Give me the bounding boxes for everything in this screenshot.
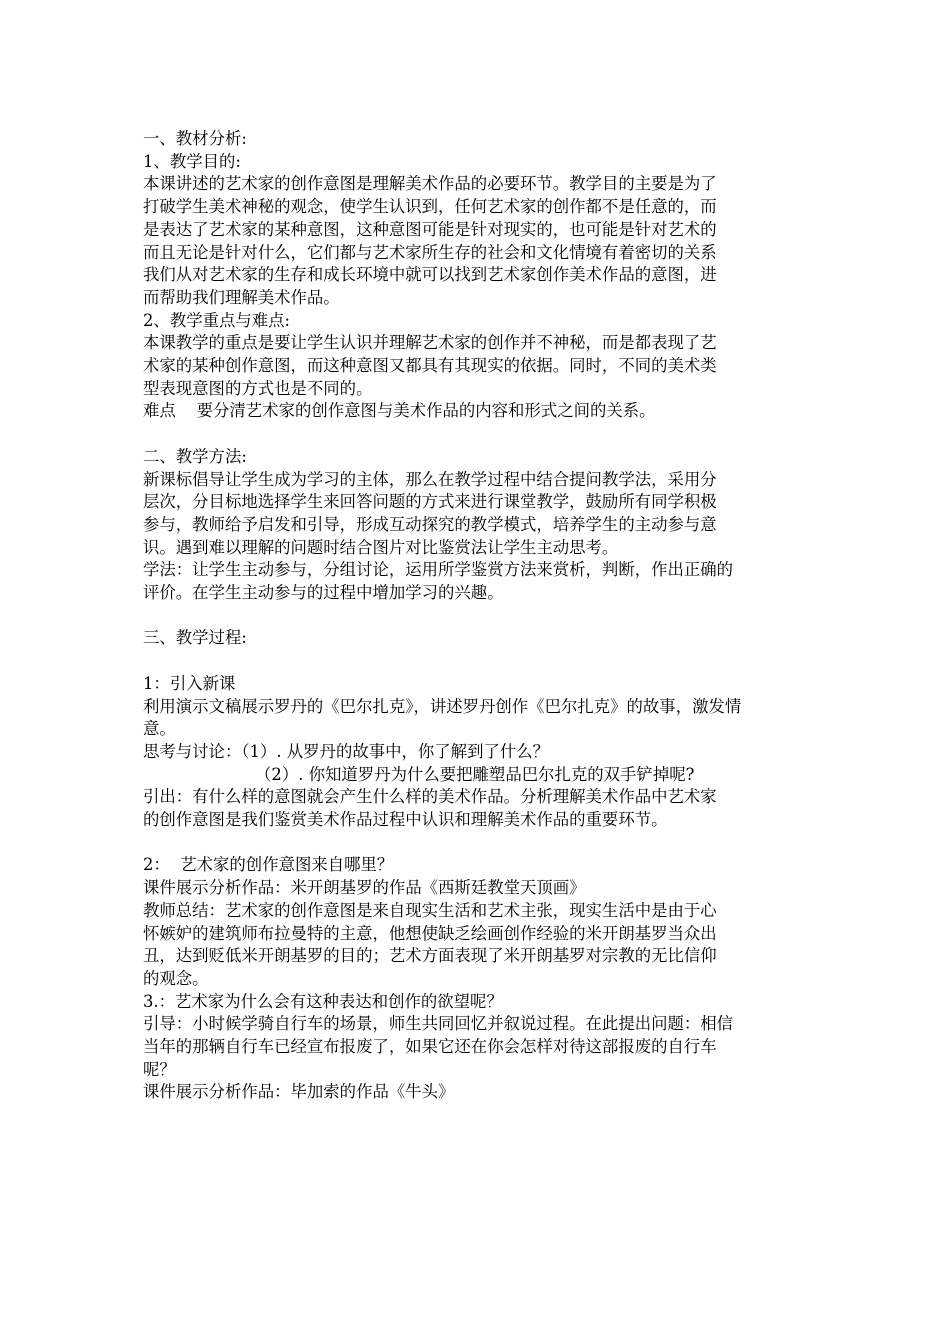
subheading-intro: 1：引入新课 <box>143 673 236 693</box>
paragraph-line: 层次，分目标地选择学生来回答问题的方式来进行课堂教学，鼓励所有同学积极 <box>143 492 717 512</box>
paragraph-line: 打破学生美术神秘的观念，使学生认识到，任何艺术家的创作都不是任意的，而 <box>143 197 717 217</box>
subheading-expression-desire: 3.：艺术家为什么会有这种表达和创作的欲望呢？ <box>143 991 503 1011</box>
paragraph-line: 呢？ <box>143 1059 176 1079</box>
section-heading-2: 二、教学方法: <box>143 446 247 466</box>
subheading-key-points: 2、教学重点与难点: <box>143 310 291 330</box>
paragraph-line: 是表达了艺术家的某种意图，这种意图可能是针对现实的，也可能是针对艺术的 <box>143 219 717 239</box>
paragraph-line: 本课讲述的艺术家的创作意图是理解美术作品的必要环节。教学目的主要是为了 <box>143 174 717 194</box>
section-heading-1: 一、教材分析: <box>143 129 247 148</box>
paragraph-line: 难点 要分清艺术家的创作意图与美术作品的内容和形式之间的关系。 <box>143 401 656 421</box>
paragraph-line: 引导：小时候学骑自行车的场景，师生共同回忆并叙说过程。在此提出问题：相信 <box>143 1014 734 1034</box>
paragraph-line: 型表现意图的方式也是不同的。 <box>143 378 373 398</box>
paragraph-line: 评价。在学生主动参与的过程中增加学习的兴趣。 <box>143 583 504 603</box>
paragraph-line: 的创作意图是我们鉴赏美术作品过程中认识和理解美术作品的重要环节。 <box>143 810 668 830</box>
paragraph-line: 我们从对艺术家的生存和成长环境中就可以找到艺术家创作美术作品的意图，进 <box>143 265 717 285</box>
blank-line <box>143 650 813 673</box>
paragraph-line: 课件展示分析作品：米开朗基罗的作品《西斯廷教堂天顶画》 <box>143 878 586 898</box>
document-page <box>143 128 813 1104</box>
subheading-intent-origin: 2： 艺术家的创作意图来自哪里？ <box>143 855 394 875</box>
paragraph-line: 教师总结：艺术家的创作意图是来自现实生活和艺术主张，现实生活中是由于心 <box>143 900 717 920</box>
paragraph-line: 的观念。 <box>143 968 209 988</box>
blank-line <box>143 832 813 855</box>
paragraph-line: 思考与讨论：（1）. 从罗丹的故事中，你了解到了什么？ <box>143 741 550 761</box>
paragraph-line: 识。遇到难以理解的问题时结合图片对比鉴赏法让学生主动思考。 <box>143 537 619 557</box>
paragraph-line: 课件展示分析作品：毕加索的作品《牛头》 <box>143 1082 455 1102</box>
paragraph-line: 引出：有什么样的意图就会产生什么样的美术作品。分析理解美术作品中艺术家 <box>143 787 717 807</box>
paragraph-line: 参与，教师给予启发和引导，形成互动探究的教学模式，培养学生的主动参与意 <box>143 514 717 534</box>
paragraph-line: 意。 <box>143 719 176 739</box>
paragraph-line: 丑，达到贬低米开朗基罗的目的；艺术方面表现了米开朗基罗对宗教的无比信仰 <box>143 946 717 966</box>
paragraph-line-indented: （2）. 你知道罗丹为什么要把雕塑品巴尔扎克的双手铲掉呢? <box>255 764 695 784</box>
paragraph-line: 而帮助我们理解美术作品。 <box>143 287 340 307</box>
paragraph-line: 新课标倡导让学生成为学习的主体，那么在教学过程中结合提问教学法，采用分 <box>143 469 717 489</box>
paragraph-line: 而且无论是针对什么，它们都与艺术家所生存的社会和文化情境有着密切的关系 <box>143 242 717 262</box>
blank-line <box>143 423 813 446</box>
blank-line <box>143 605 813 628</box>
subheading-teaching-goal: 1、教学目的: <box>143 151 241 171</box>
paragraph-line: 怀嫉妒的建筑师布拉曼特的主意，他想使缺乏绘画创作经验的米开朗基罗当众出 <box>143 923 717 943</box>
paragraph-line: 当年的那辆自行车已经宣布报废了，如果它还在你会怎样对待这部报废的自行车 <box>143 1037 717 1057</box>
paragraph-line: 学法：让学生主动参与，分组讨论，运用所学鉴赏方法来赏析，判断，作出正确的 <box>143 560 734 580</box>
paragraph-line: 术家的某种创作意图，而这种意图又都具有其现实的依据。同时，不同的美术类 <box>143 356 717 376</box>
paragraph-line: 利用演示文稿展示罗丹的《巴尔扎克》，讲述罗丹创作《巴尔扎克》的故事，激发情 <box>143 696 742 716</box>
section-heading-3: 三、教学过程: <box>143 628 247 648</box>
paragraph-line: 本课教学的重点是要让学生认识并理解艺术家的创作并不神秘，而是都表现了艺 <box>143 333 717 353</box>
